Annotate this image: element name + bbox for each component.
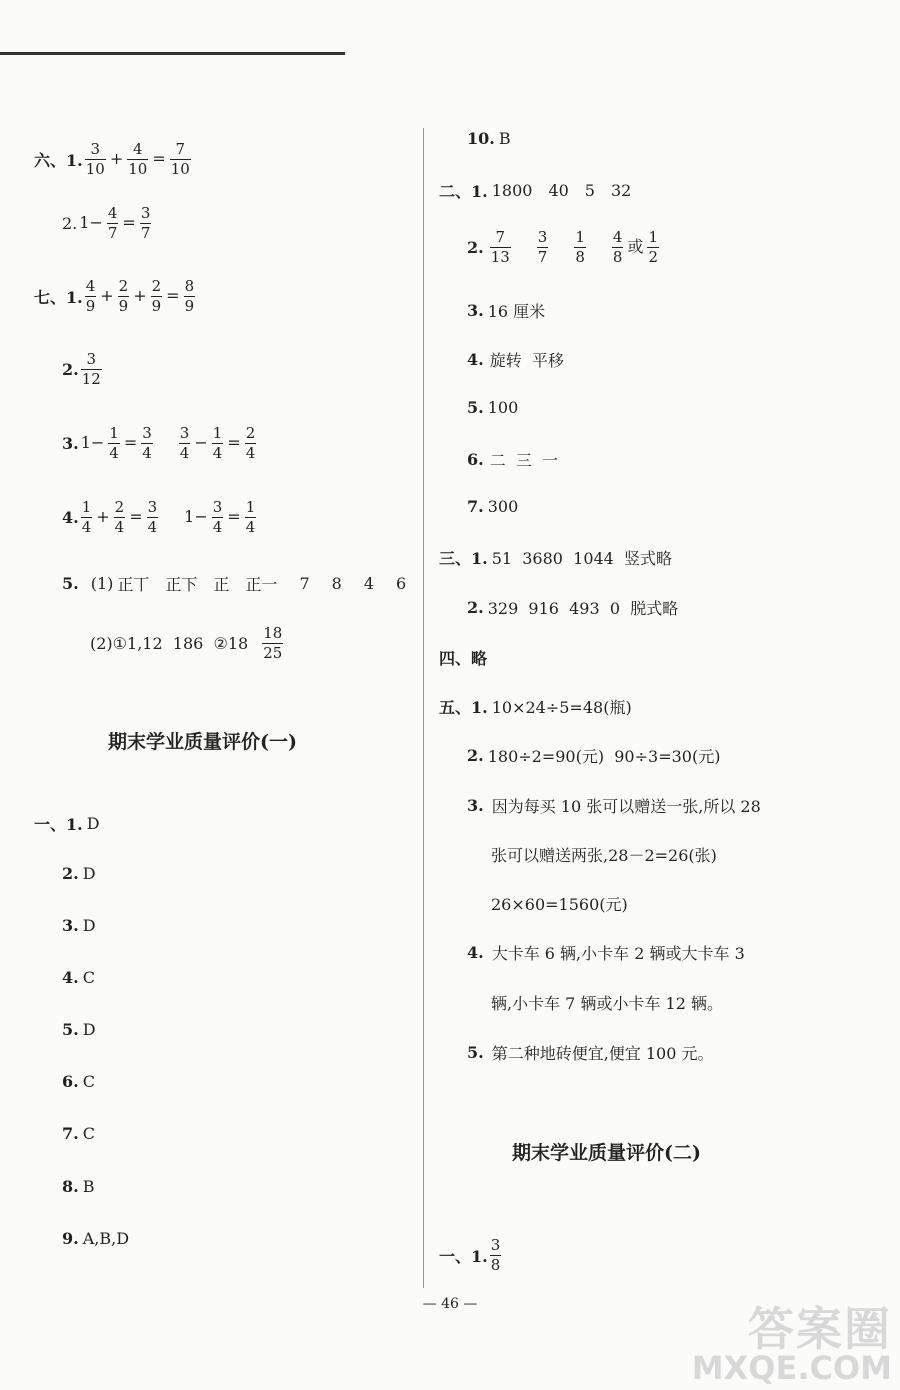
item-label: 5. [62, 574, 79, 593]
fraction [245, 500, 257, 535]
numerator: 18 [263, 624, 283, 642]
answer-line: 大卡车 6 辆,小卡车 2 辆或大卡车 3 [491, 944, 745, 963]
fraction [212, 500, 224, 535]
item-label: 三、1. [439, 549, 488, 568]
count-value: 7 [299, 574, 310, 593]
numerator: 3 [142, 424, 152, 442]
item-label: 2. [467, 598, 484, 617]
answer-2-3 [467, 299, 545, 322]
denominator: 4 [245, 444, 256, 462]
item-label: 5. [467, 398, 484, 417]
answer-value: 1800 [491, 181, 533, 200]
numerator: 3 [90, 140, 101, 158]
fraction [114, 500, 126, 535]
fraction [574, 230, 586, 265]
fraction [490, 230, 511, 265]
denominator: 4 [142, 444, 152, 462]
tally-mark: 正 [213, 575, 230, 594]
count-value: 8 [331, 574, 342, 593]
tally-mark: 正一 [245, 575, 278, 594]
top-rule [0, 52, 345, 55]
item-label: 4. [467, 943, 484, 962]
tally-mark: 正丅 [117, 575, 150, 594]
section-heading-exam-1: 期末学业质量评价(一) [108, 731, 297, 753]
mc-answer [62, 1229, 129, 1248]
operator: + [109, 149, 124, 168]
answer-value: 180÷2=90(元) 90÷3=30(元) [487, 747, 721, 766]
denominator: 25 [263, 644, 283, 662]
numerator: 1 [81, 498, 92, 516]
operator: 1− [80, 433, 105, 452]
denominator: 8 [612, 248, 623, 266]
item-label: 7. [62, 1124, 79, 1143]
fraction [490, 1238, 502, 1273]
denominator: 13 [490, 248, 510, 266]
watermark-url: MXQE.COM [691, 1349, 892, 1387]
page-number: — 46 — [422, 1296, 478, 1312]
item-label: 6. [62, 1072, 79, 1091]
answer-6-1 [34, 142, 193, 177]
mc-answer [62, 916, 96, 935]
answer-5-4 [467, 941, 745, 964]
equation [83, 142, 193, 177]
answer-value: C [82, 1072, 95, 1091]
item-label: 一、1. [439, 1247, 488, 1266]
fraction [140, 206, 152, 241]
fraction [179, 426, 191, 461]
column-divider [423, 128, 424, 1288]
operator: 1− [79, 213, 103, 232]
numerator: 1 [648, 228, 658, 246]
answer-2-2 [467, 230, 661, 265]
denominator: 9 [184, 297, 195, 315]
answer-5-3-line3: 26×60=1560(元) [491, 895, 628, 914]
item-label: 二、1. [439, 182, 488, 201]
numerator: 3 [140, 204, 151, 222]
answer-value: D [86, 814, 100, 833]
item-label: 2. [62, 214, 78, 233]
fraction [612, 230, 624, 265]
denominator: 9 [151, 297, 162, 315]
answer-5-4-line2: 辆,小卡车 7 辆或小卡车 12 辆。 [491, 994, 723, 1013]
denominator: 4 [81, 518, 92, 536]
answer-5-3 [467, 794, 761, 817]
answer-2-5 [467, 398, 518, 417]
answer-value: 300 [487, 497, 519, 516]
fraction [108, 426, 120, 461]
equation [79, 352, 104, 387]
operator: = [123, 433, 138, 452]
numerator: 4 [85, 277, 96, 295]
answer-value: 100 [487, 398, 519, 417]
item-label: 3. [467, 796, 484, 815]
fraction [85, 279, 97, 314]
denominator: 12 [81, 370, 101, 388]
equation [79, 426, 259, 461]
item-label: 7. [467, 497, 484, 516]
numerator: 3 [147, 498, 158, 516]
fraction [245, 426, 257, 461]
item-label: 3. [62, 916, 79, 935]
item-label: 3. [62, 434, 79, 453]
item-label: 四、略 [439, 649, 488, 668]
numerator: 1 [245, 498, 256, 516]
operator: + [96, 507, 110, 526]
denominator: 4 [114, 518, 125, 536]
answer-2-1 [439, 179, 631, 202]
operator: = [227, 433, 241, 452]
denominator: 7 [537, 248, 548, 266]
denominator: 2 [648, 248, 658, 266]
mc-answer [34, 812, 100, 835]
answer-value: 第二种地砖便宜,便宜 100 元。 [491, 1044, 714, 1063]
numerator: 2 [114, 498, 125, 516]
denominator: 9 [85, 297, 96, 315]
operator: = [227, 507, 241, 526]
fraction [81, 352, 102, 387]
fraction [262, 626, 283, 661]
operator: − [194, 433, 208, 452]
denominator: 4 [212, 518, 223, 536]
numerator: 3 [490, 1236, 501, 1254]
mc-answer [62, 1124, 95, 1143]
answer-value: C [82, 968, 95, 987]
answer-6-2 [62, 206, 153, 241]
denominator: 4 [245, 518, 256, 536]
item-label: 8. [62, 1177, 79, 1196]
denominator: 4 [179, 444, 190, 462]
numerator: 7 [495, 228, 506, 246]
fraction [184, 279, 196, 314]
answer-value: C [82, 1124, 95, 1143]
denominator: 7 [140, 224, 151, 242]
answer-value: A,B,D [82, 1229, 130, 1248]
equation [79, 500, 259, 535]
answer-7-4 [62, 500, 258, 535]
operator: = [129, 507, 143, 526]
equation [77, 206, 153, 241]
answer-3-1 [439, 546, 672, 569]
watermark-text: 答案圈 [748, 1302, 892, 1356]
denominator: 8 [575, 248, 585, 266]
answer-4 [439, 646, 487, 669]
numerator: 3 [86, 350, 97, 368]
item-label: 4. [62, 508, 79, 527]
part-text: (2)①1,12 186 ②18 [90, 634, 249, 653]
fraction [141, 426, 153, 461]
answer-line: 因为每买 10 张可以赠送一张,所以 28 [491, 797, 761, 816]
fraction [147, 500, 159, 535]
numerator: 1 [109, 424, 119, 442]
item-label: 6. [467, 450, 484, 469]
operator: = [152, 149, 166, 168]
mc-answer [62, 1177, 94, 1196]
item-label: 10. [467, 129, 495, 148]
answer-value: B [498, 129, 511, 148]
item-label: 2. [467, 746, 484, 765]
answer-7-3 [62, 426, 258, 461]
mc-answer [62, 1072, 95, 1091]
denominator: 4 [109, 444, 119, 462]
count-value: 6 [396, 574, 407, 593]
denominator: 10 [85, 160, 105, 178]
answer-value: D [82, 864, 96, 883]
answer-5-5 [467, 1041, 714, 1064]
numerator: 3 [179, 424, 190, 442]
answer-value: 32 [610, 181, 632, 200]
item-label: 2. [62, 360, 79, 379]
answer-value: 二 三 一 [489, 451, 559, 470]
watermark-logo [691, 1302, 892, 1387]
denominator: 7 [107, 224, 118, 242]
answer-7-2 [62, 352, 104, 387]
fraction [647, 230, 659, 265]
mc-answer [62, 1020, 96, 1039]
answer-value: 16 厘米 [487, 302, 546, 321]
answer-5-3-line2: 张可以赠送两张,28－2=26(张) [491, 846, 717, 865]
answer-2-4 [467, 348, 564, 371]
item-label: 5. [467, 1043, 484, 1062]
fraction [85, 142, 106, 177]
answer-7-1 [34, 279, 197, 314]
numerator: 4 [107, 204, 118, 222]
mc-answer [62, 968, 95, 987]
fraction [151, 279, 163, 314]
fraction [212, 426, 224, 461]
item-label: 五、1. [439, 698, 488, 717]
operator: + [100, 286, 114, 305]
numerator: 4 [132, 140, 143, 158]
item-label: 4. [62, 968, 79, 987]
numerator: 3 [537, 228, 548, 246]
answer-exam2-1-1 [439, 1238, 503, 1273]
fraction [107, 206, 119, 241]
answer-3-2 [467, 596, 678, 619]
item-label: 六、1. [34, 151, 83, 170]
numerator: 2 [245, 424, 256, 442]
answer-5-2 [467, 744, 720, 767]
numerator: 1 [212, 424, 223, 442]
section-heading-exam-2: 期末学业质量评价(二) [512, 1142, 701, 1164]
numerator: 2 [118, 277, 129, 295]
denominator: 10 [128, 160, 148, 178]
denominator: 8 [490, 1256, 501, 1274]
answer-value: 51 3680 1044 竖式略 [491, 549, 673, 568]
count-value: 4 [363, 574, 374, 593]
equation [488, 230, 661, 265]
answer-value: D [82, 1020, 96, 1039]
answer-7-5-part1 [62, 572, 406, 595]
item-label: 一、1. [34, 815, 83, 834]
item-label: 七、1. [34, 288, 83, 307]
equation [83, 279, 197, 314]
answer-value: 10×24÷5=48(瓶) [491, 698, 632, 717]
item-label: 3. [467, 301, 484, 320]
operator: = [122, 213, 136, 232]
mc-answer [62, 864, 96, 883]
item-label: 2. [62, 864, 79, 883]
numerator: 1 [575, 228, 585, 246]
answer-value: B [82, 1177, 95, 1196]
numerator: 2 [151, 277, 162, 295]
item-label: 2. [467, 238, 484, 257]
fraction [170, 142, 191, 177]
part-label: (1) [90, 574, 114, 593]
answer-2-7 [467, 497, 518, 516]
denominator: 4 [212, 444, 223, 462]
numerator: 3 [212, 498, 223, 516]
numerator: 8 [184, 277, 195, 295]
fraction [81, 500, 93, 535]
answer-value: 40 [548, 181, 569, 200]
numerator: 4 [612, 228, 623, 246]
answer-value: 旋转 平移 [489, 351, 564, 370]
operator: 1− [184, 507, 208, 526]
item-label: 4. [467, 350, 484, 369]
answer-value: 329 916 493 0 脱式略 [487, 599, 679, 618]
operator: = [166, 286, 180, 305]
item-label: 9. [62, 1229, 79, 1248]
item-label: 5. [62, 1020, 79, 1039]
operator: 或 [627, 237, 644, 256]
fraction [537, 230, 549, 265]
answer-value: 5 [584, 181, 595, 200]
denominator: 4 [147, 518, 158, 536]
answer-7-5-part2 [90, 626, 285, 661]
answer-value: D [82, 916, 96, 935]
answer-5-1 [439, 695, 632, 718]
answer-10 [467, 129, 511, 148]
denominator: 9 [118, 297, 129, 315]
numerator: 7 [175, 140, 186, 158]
answer-2-6 [467, 448, 558, 471]
tally-mark: 正下 [165, 575, 198, 594]
fraction [127, 142, 148, 177]
denominator: 10 [170, 160, 190, 178]
operator: + [133, 286, 147, 305]
fraction [118, 279, 130, 314]
